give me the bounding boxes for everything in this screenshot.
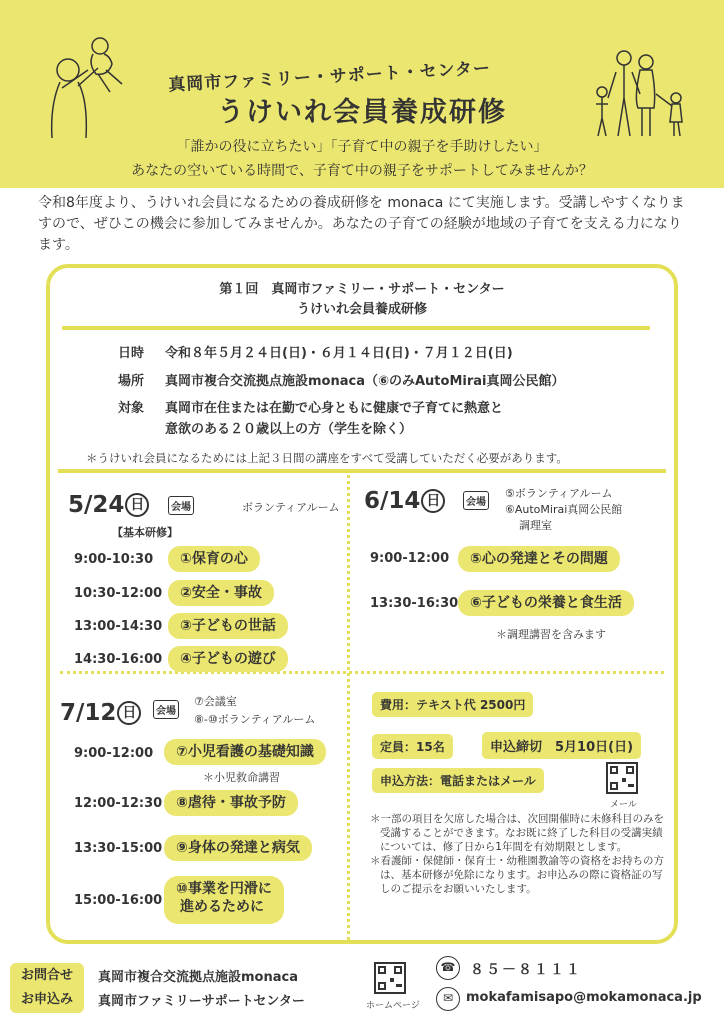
venue-tag: 会場 <box>153 700 179 719</box>
dotted-divider <box>347 470 350 940</box>
day1-date: 5/24 日 <box>68 492 149 518</box>
header-banner <box>0 0 724 188</box>
divider <box>58 469 666 473</box>
place-label: 場所 <box>118 374 145 389</box>
day1-venue: ボランティアルーム <box>242 501 340 514</box>
phone-icon: ☎ <box>436 956 460 980</box>
panel-title-1: 第１回 真岡市ファミリー・サポート・センター <box>219 282 505 297</box>
session-time: 12:00-12:30 <box>74 796 163 811</box>
day3-venue-1: ⑦会議室 <box>194 695 237 708</box>
application-method-box: 申込方法：電話またはメール <box>372 768 544 793</box>
target-value-2: 意欲のある２０歳以上の方（学生を除く） <box>165 422 413 437</box>
target-label: 対象 <box>118 401 145 416</box>
page-title: うけいれ会員養成研修 <box>217 97 507 128</box>
header-subtitle: あなたの空いている時間で、子育て中の親子をサポートしてみませんか？ <box>131 163 593 179</box>
first-aid-note: ＊小児救命講習 <box>203 771 280 784</box>
session-title: ⑥子どもの栄養と食生活 <box>458 590 634 616</box>
intro-text: 令和8年度より、うけいれ会員になるための養成研修を monaca にて実施します。受講しやすくなりますので、ぜひこの機会に参加してみませんか。あなたの子育ての経験が地域の子育てを支える力になります。 <box>38 195 685 253</box>
deadline-box: 申込締切 5月10日(日) <box>482 732 641 759</box>
session-time: 14:30-16:00 <box>74 652 163 667</box>
day3-venue-2: ⑧-⑩ボランティアルーム <box>194 713 316 726</box>
mail-qr-code[interactable] <box>606 762 638 794</box>
date-label: 日時 <box>118 346 145 361</box>
session-title: ⑤心の発達とその問題 <box>458 546 620 572</box>
header-quote: 「誰かの役に立ちたい」「子育て中の親子を手助けしたい」 <box>176 139 548 155</box>
panel-title-2: うけいれ会員養成研修 <box>296 302 427 317</box>
day3-date: 7/12 日 <box>60 700 141 726</box>
target-value-1: 真岡市在住または在勤で心身ともに健康で子育てに熱意と <box>165 401 504 416</box>
session-time: 15:00-16:00 <box>74 893 163 908</box>
session-title: ⑨身体の発達と病気 <box>164 835 312 861</box>
cooking-note: ＊調理講習を含みます <box>496 628 606 641</box>
attendance-note: ＊うけいれ会員になるためには上記３日間の講座をすべて受講していただく必要があります。 <box>86 451 568 465</box>
org-name: 真岡市ファミリー・サポート・センター <box>167 58 492 96</box>
note-exemption: ＊看護師・保健師・保育士・幼稚園教諭等の資格をお持ちの方は、基本研修が免除になります。お申込みの際に資格証の写しのご提示をお願いいたします。 <box>370 855 664 895</box>
session-title: ⑧虐待・事故予防 <box>164 790 298 816</box>
session-time: 13:30-15:00 <box>74 841 163 856</box>
day2-venue-2: ⑥AutoMirai真岡公民館 <box>505 503 623 516</box>
session-title: ⑦小児看護の基礎知識 <box>164 739 326 765</box>
contact-facility: 真岡市複合交流拠点施設monaca <box>98 970 298 985</box>
divider <box>62 326 650 330</box>
session-title: ①保育の心 <box>168 546 260 572</box>
session-time: 13:00-14:30 <box>74 619 163 634</box>
email-address[interactable]: mokafamisapo@mokamonaca.jp <box>466 990 702 1005</box>
phone-number[interactable]: ８５－８１１１ <box>470 962 582 978</box>
fee-box: 費用：テキスト代 2500円 <box>372 692 533 717</box>
contact-tag: お問合せ お申込み <box>10 963 84 1013</box>
session-title: ⑩事業を円滑に 進めるために <box>164 876 284 924</box>
session-title: ③子どもの世話 <box>168 613 288 639</box>
mail-qr-label: メール <box>610 800 637 810</box>
notes-block <box>370 812 670 896</box>
session-time: 13:30-16:30 <box>370 596 459 611</box>
venue-tag: 会場 <box>168 496 194 515</box>
day2-venue-3: 調理室 <box>519 519 552 532</box>
homepage-qr-code[interactable] <box>374 962 406 994</box>
session-time: 9:00-12:00 <box>74 746 154 761</box>
session-time: 9:00-12:00 <box>370 551 450 566</box>
contact-center: 真岡市ファミリーサポートセンター <box>98 994 305 1009</box>
session-title: ④子どもの遊び <box>168 646 288 672</box>
dotted-divider <box>60 671 664 674</box>
date-value: 令和８年５月２４日(日)・６月１４日(日)・７月１２日(日) <box>165 346 513 361</box>
basic-training-label: 【基本研修】 <box>112 526 178 539</box>
day2-date: 6/14 日 <box>364 488 445 514</box>
capacity-box: 定員：15名 <box>372 734 453 759</box>
session-time: 9:00-10:30 <box>74 552 154 567</box>
note-absence: ＊一部の項目を欠席した場合は、次回開催時に未修科目のみを受講することができます。なお既に終了した科目の受講実績については、修了日から1年間を有効期限とします。 <box>370 813 664 853</box>
session-title: ②安全・事故 <box>168 580 274 606</box>
session-time: 10:30-12:00 <box>74 586 163 601</box>
venue-tag: 会場 <box>463 491 489 510</box>
place-value: 真岡市複合交流拠点施設monaca（⑥のみAutoMirai真岡公民館） <box>165 374 565 389</box>
mail-icon: ✉ <box>436 987 460 1011</box>
day2-venue-1: ⑤ボランティアルーム <box>505 487 613 500</box>
homepage-qr-label: ホームページ <box>366 1001 420 1011</box>
